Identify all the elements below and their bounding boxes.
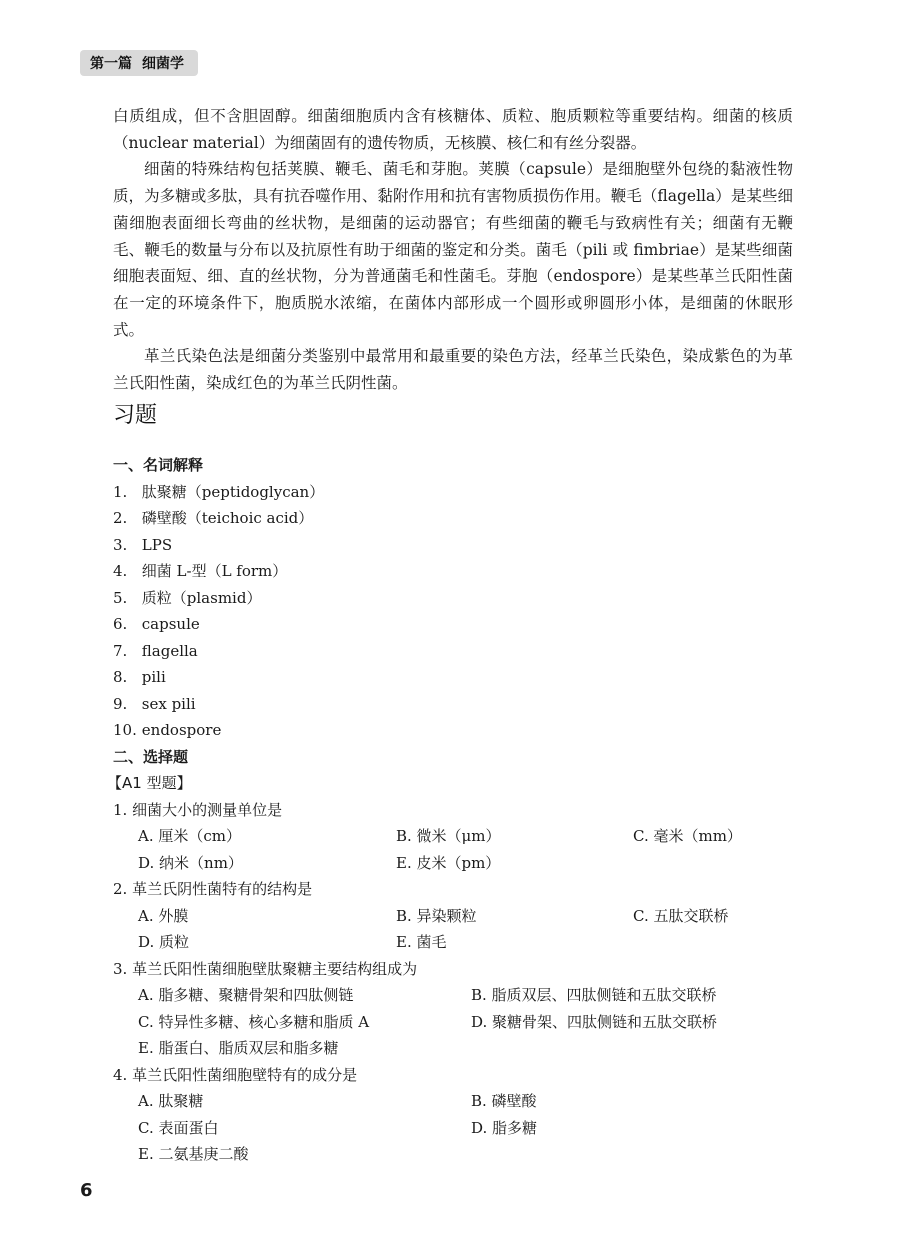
option-b: B. 脂质双层、四肽侧链和五肽交联桥 bbox=[471, 986, 717, 1004]
term-item: 3. LPS bbox=[113, 535, 173, 554]
term-item: 7. flagella bbox=[113, 641, 198, 660]
term-item: 8. pili bbox=[113, 668, 166, 686]
option-a: A. 外膜 bbox=[138, 906, 189, 925]
option-e: E. 二氨基庚二酸 bbox=[138, 1145, 249, 1163]
chapter-label: 细菌学 bbox=[142, 56, 184, 72]
option-b: B. 微米（μm） bbox=[396, 827, 501, 845]
exercises bbox=[107, 452, 813, 1168]
page-number: 6 bbox=[80, 1180, 93, 1201]
chapter-header bbox=[80, 50, 198, 76]
term-item: 1. 肽聚糖（peptidoglycan） bbox=[113, 482, 325, 501]
option-e: E. 菌毛 bbox=[396, 933, 447, 951]
exercises-title: 习题 bbox=[113, 403, 158, 428]
option-c: C. 特异性多糖、核心多糖和脂质 A bbox=[138, 1012, 370, 1031]
option-e: E. 皮米（pm） bbox=[396, 853, 501, 872]
option-b: B. 磷壁酸 bbox=[471, 1092, 537, 1110]
question-options bbox=[113, 823, 813, 876]
question-options bbox=[113, 982, 813, 1062]
question-options bbox=[113, 903, 813, 956]
option-e: E. 脂蛋白、脂质双层和脂多糖 bbox=[138, 1039, 339, 1057]
option-d: D. 聚糖骨架、四肽侧链和五肽交联桥 bbox=[471, 1012, 718, 1031]
option-c: C. 五肽交联桥 bbox=[633, 906, 729, 925]
question-options bbox=[113, 1088, 813, 1168]
paragraph-special-structures: 细菌的特殊结构包括荚膜、鞭毛、菌毛和芽胞。荚膜（capsule）是细胞壁外包绕的黏液性物质，为多糖或多肽，具有抗吞噬作用、黏附作用和抗有害物质损伤作用。鞭毛（flagella）是某些细菌细胞表面细长弯曲的丝状物，是细菌的运动器官；有些细菌的鞭毛与致病性有关；细菌有无鞭毛、鞭毛的数量与分布以及抗原性有助于细菌的鉴定和分类。菌毛（pili 或 fimbriae）是某些细菌细胞表面短、细、直的丝状物，分为普通菌毛和性菌毛。芽胞（endospore）是某些革兰氏阳性菌在一定的环境条件下，胞质脱水浓缩，在菌体内部形成一个圆形或卵圆形小体，是细菌的休眠形式。 bbox=[113, 160, 793, 339]
option-a: A. 肽聚糖 bbox=[138, 1092, 204, 1110]
option-d: D. 质粒 bbox=[138, 933, 190, 951]
question-stem: 4. 革兰氏阳性菌细胞壁特有的成分是 bbox=[113, 1065, 358, 1084]
term-item: 5. 质粒（plasmid） bbox=[113, 588, 262, 607]
section-term-explanation-title: 一、名词解释 bbox=[113, 456, 204, 474]
option-c: C. 毫米（mm） bbox=[633, 827, 742, 845]
question-type-label: 【A1 型题】 bbox=[107, 774, 192, 792]
term-item: 6. capsule bbox=[113, 615, 200, 633]
paragraph-continued: 白质组成，但不含胆固醇。细菌细胞质内含有核糖体、质粒、胞质颗粒等重要结构。细菌的核质（nuclear material）为细菌固有的遗传物质，无核膜、核仁和有丝分裂器。 bbox=[113, 107, 793, 152]
question-stem: 3. 革兰氏阳性菌细胞壁肽聚糖主要结构组成为 bbox=[113, 959, 418, 978]
question-stem: 2. 革兰氏阴性菌特有的结构是 bbox=[113, 880, 313, 898]
term-item: 9. sex pili bbox=[113, 694, 196, 713]
option-b: B. 异染颗粒 bbox=[396, 906, 477, 925]
paragraph-gram-stain: 革兰氏染色法是细菌分类鉴别中最常用和最重要的染色方法，经革兰氏染色，染成紫色的为革兰氏阳性菌，染成红色的为革兰氏阴性菌。 bbox=[113, 347, 793, 393]
term-item: 10. endospore bbox=[113, 721, 222, 739]
section-choice-title: 二、选择题 bbox=[113, 747, 189, 766]
option-c: C. 表面蛋白 bbox=[138, 1118, 219, 1137]
term-item: 2. 磷壁酸（teichoic acid） bbox=[113, 509, 314, 527]
term-item: 4. 细菌 L-型（L form） bbox=[113, 562, 288, 580]
option-a: A. 脂多糖、聚糖骨架和四肽侧链 bbox=[138, 986, 354, 1004]
option-d: D. 纳米（nm） bbox=[138, 853, 243, 872]
question-stem: 1. 细菌大小的测量单位是 bbox=[113, 800, 283, 819]
part-label: 第一篇 bbox=[90, 56, 132, 72]
option-d: D. 脂多糖 bbox=[471, 1118, 538, 1137]
body-text bbox=[113, 103, 793, 397]
option-a: A. 厘米（cm） bbox=[138, 827, 241, 845]
